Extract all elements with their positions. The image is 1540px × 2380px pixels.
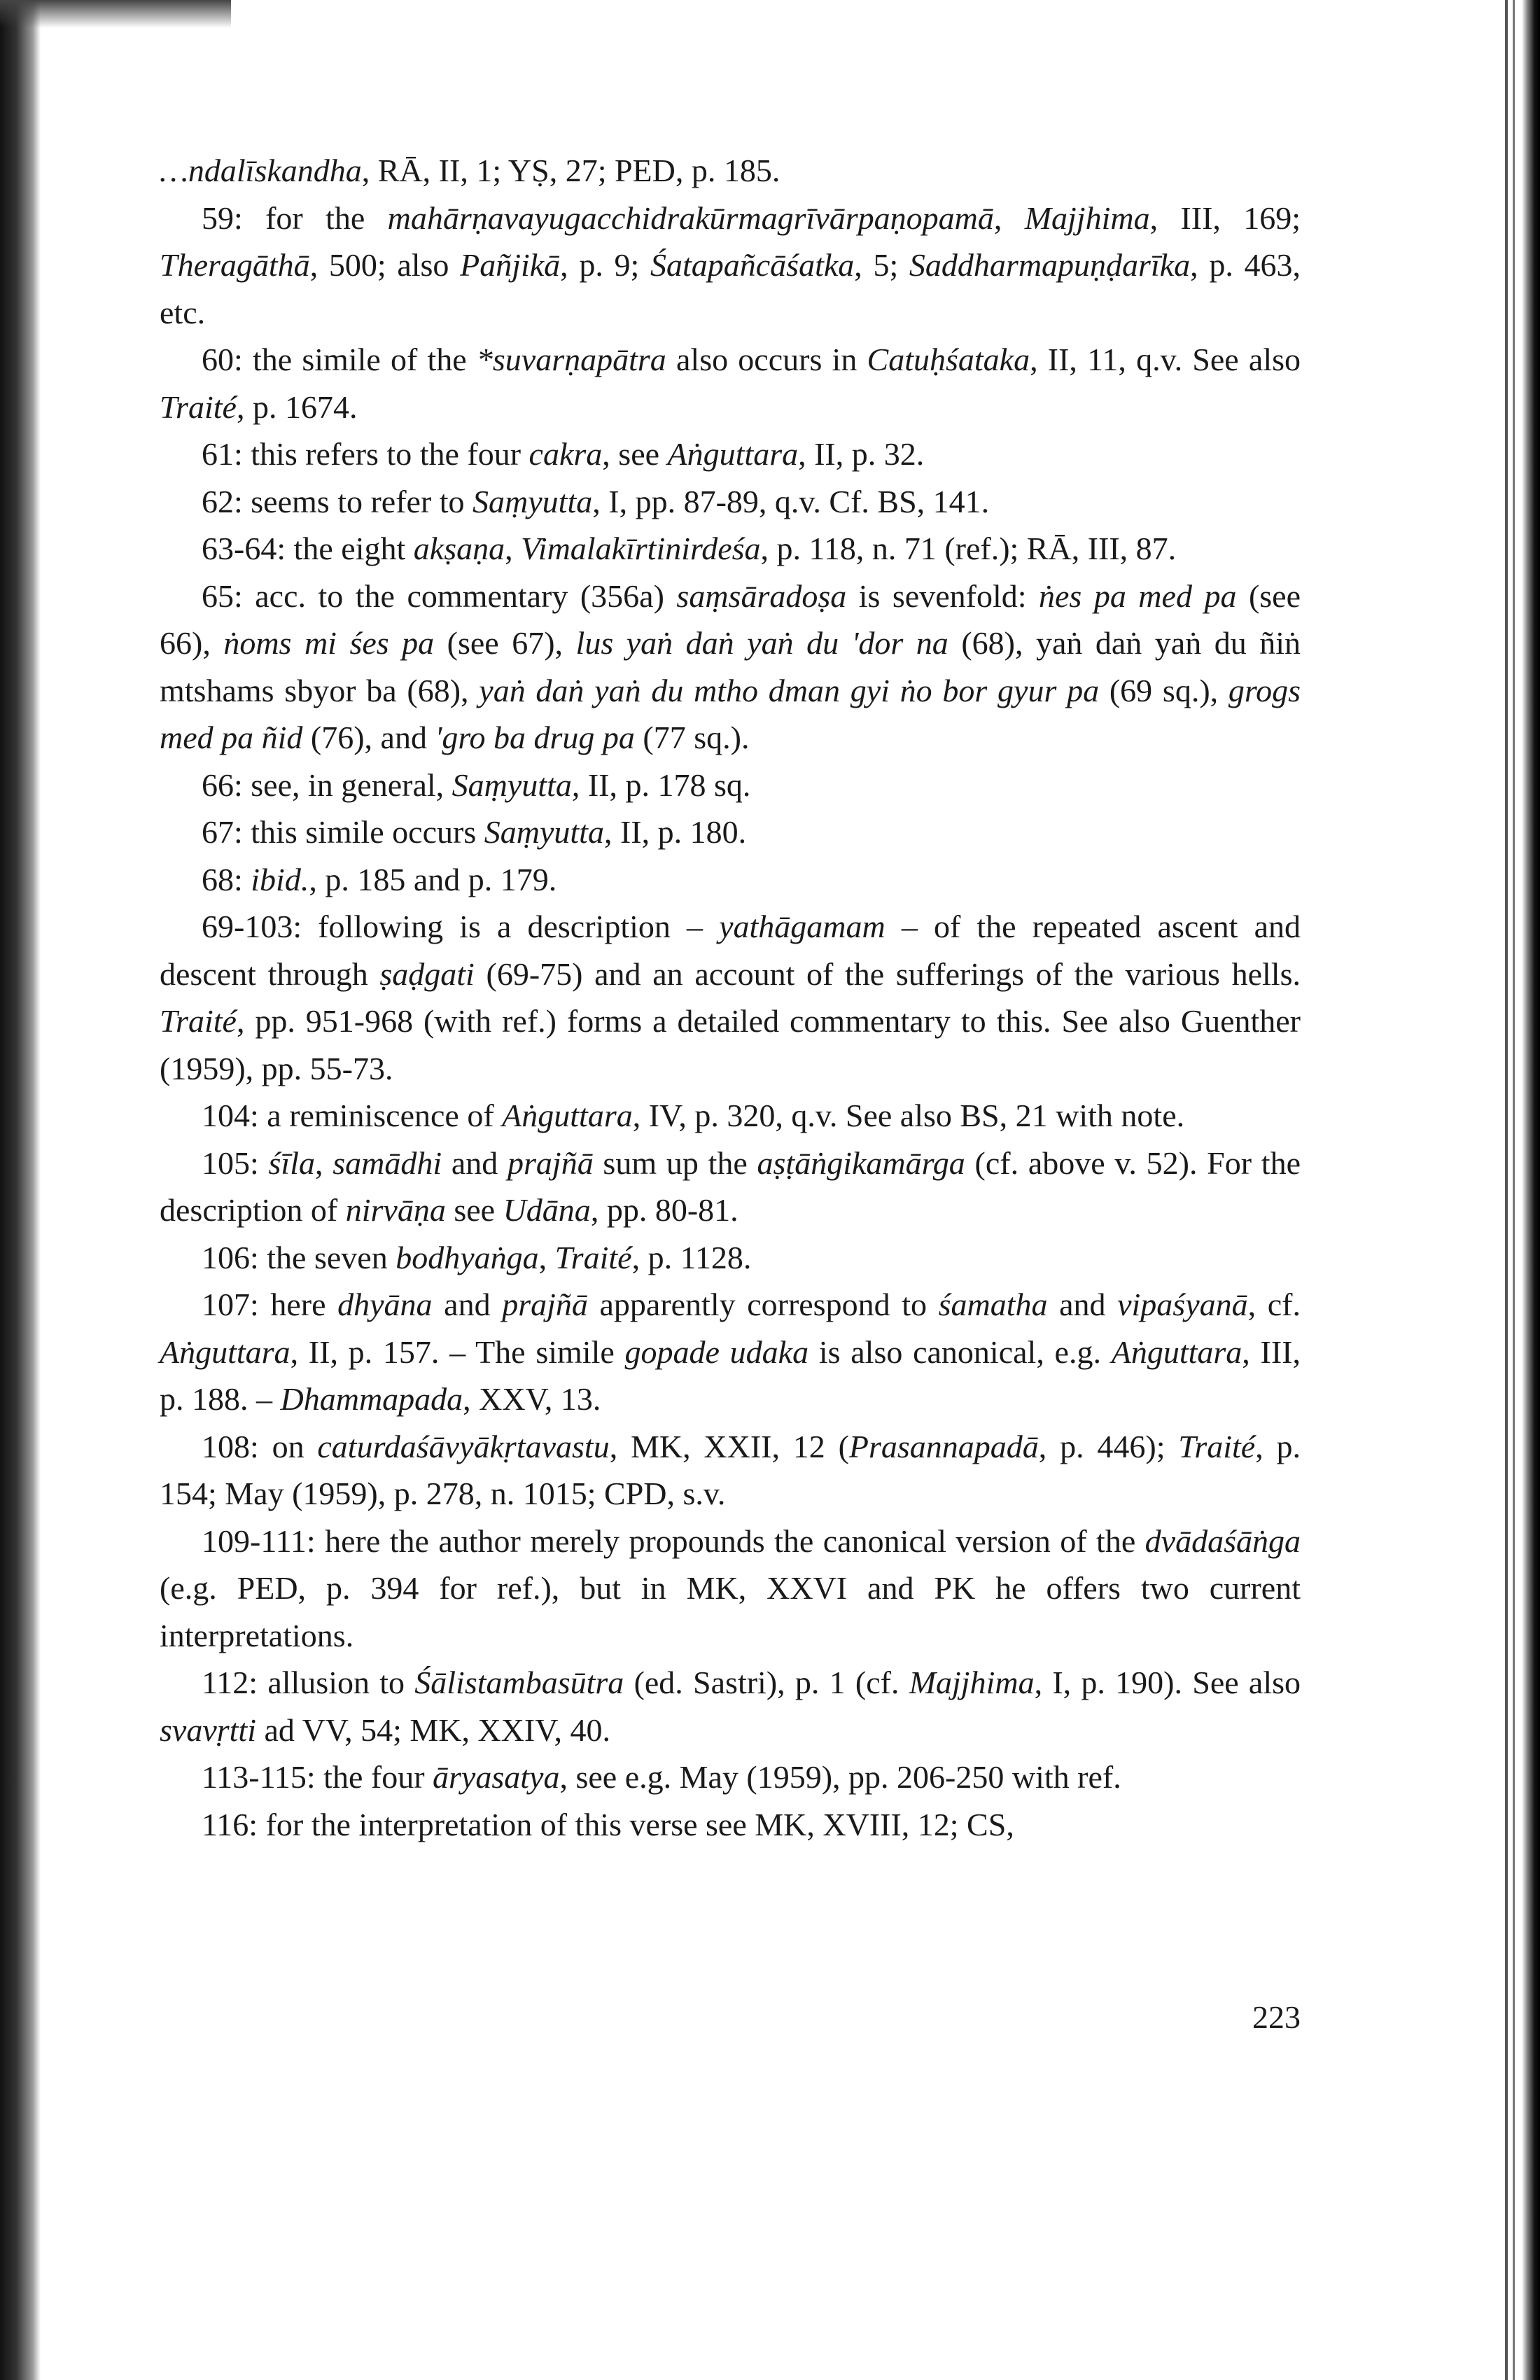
note-text: 116: for the interpretation of this verse see MK, XVIII, 12; CS, bbox=[202, 1806, 1014, 1842]
italic-term: Traité bbox=[554, 1239, 632, 1275]
note-text: 62: seems to refer to bbox=[202, 483, 473, 519]
endnote-105 bbox=[160, 1140, 1301, 1234]
note-text: (77 sq.). bbox=[634, 720, 750, 755]
endnote-113-115 bbox=[160, 1754, 1301, 1801]
note-text: (cf. above v. 52). For the description of bbox=[160, 1144, 1301, 1228]
note-text: , II, p. 157. – The simile bbox=[290, 1334, 625, 1370]
endnote-67 bbox=[160, 808, 1301, 856]
italic-term: Catuḥśataka bbox=[867, 342, 1030, 377]
note-text: , pp. 80-81. bbox=[590, 1192, 738, 1228]
italic-term: Theragāthā bbox=[160, 247, 310, 283]
endnote-63-64 bbox=[160, 525, 1301, 573]
italic-term: ṅes pa med pa bbox=[1039, 578, 1237, 614]
italic-term: Saṃyutta bbox=[451, 766, 572, 803]
italic-term: Dhammapada bbox=[280, 1381, 463, 1417]
note-text: , bbox=[505, 531, 522, 566]
italic-term: grogs med pa ñid bbox=[160, 672, 1301, 755]
note-text: 60: the simile of the bbox=[202, 342, 477, 377]
endnote-116 bbox=[160, 1801, 1301, 1849]
note-text: 65: acc. to the commentary (356a) bbox=[202, 578, 677, 614]
italic-term: svavṛtti bbox=[160, 1712, 256, 1748]
italic-term: dvādaśāṅga bbox=[1144, 1522, 1301, 1559]
italic-term: …ndalīskandha bbox=[160, 153, 362, 188]
italic-term: caturdaśāvyākṛtavastu bbox=[317, 1428, 610, 1464]
endnote-62 bbox=[160, 478, 1301, 526]
italic-term: ṅoms mi śes pa bbox=[223, 625, 435, 661]
page-number: 223 bbox=[1252, 1999, 1301, 2035]
italic-term: Vimalakīrtinirdeśa bbox=[521, 531, 761, 566]
italic-term: ibid. bbox=[251, 861, 309, 897]
note-text: 112: allusion to bbox=[202, 1665, 415, 1700]
italic-term: āryasatya bbox=[433, 1759, 560, 1795]
italic-term: Aṅguttara bbox=[667, 436, 799, 472]
endnote-68 bbox=[160, 856, 1301, 904]
note-text: , see e.g. May (1959), pp. 206-250 with ref. bbox=[559, 1759, 1121, 1795]
italic-term: saṃsāradoṣa bbox=[676, 578, 847, 614]
italic-term: Aṅguttara bbox=[1111, 1334, 1242, 1370]
note-text: , see bbox=[602, 436, 668, 472]
note-text: , p. 1674. bbox=[236, 388, 358, 425]
italic-term: Śālistambasūtra bbox=[414, 1665, 624, 1700]
note-text: 69-103: following is a description – bbox=[202, 909, 720, 944]
italic-term: Aṅguttara bbox=[160, 1334, 290, 1370]
italic-term: yathāgamam bbox=[719, 909, 886, 944]
italic-term: Saddharmapuṇḍarīka bbox=[909, 247, 1191, 283]
note-text: 106: the seven bbox=[202, 1239, 396, 1275]
scan-edge-left bbox=[0, 0, 41, 2380]
italic-term: bodhyaṅga bbox=[396, 1239, 539, 1275]
note-text: , bbox=[538, 1239, 555, 1275]
note-text: is sevenfold: bbox=[846, 578, 1040, 614]
italic-term: Traité bbox=[160, 1003, 237, 1039]
note-text: (76), and bbox=[302, 720, 435, 755]
italic-term: lus yaṅ daṅ yaṅ du 'dor na bbox=[575, 625, 948, 661]
italic-term: Pañjikā bbox=[460, 247, 561, 283]
italic-term: nirvāṇa bbox=[345, 1192, 446, 1228]
italic-term: prajñā bbox=[502, 1287, 588, 1322]
note-text: , I, p. 190). See also bbox=[1034, 1665, 1301, 1700]
note-text: , III, 169; bbox=[1149, 200, 1301, 236]
note-text: 108: on bbox=[202, 1428, 318, 1464]
note-text: , p. 463, etc. bbox=[160, 247, 1301, 330]
endnote-106 bbox=[160, 1234, 1301, 1282]
note-text: , bbox=[993, 200, 1025, 236]
note-text: , XXV, 13. bbox=[463, 1381, 601, 1417]
italic-term: ṣaḍgati bbox=[379, 955, 475, 992]
endnotes-text bbox=[160, 147, 1301, 1848]
note-text: 109-111: here the author merely propounds the canonical version of the bbox=[202, 1522, 1145, 1559]
endnote-104 bbox=[160, 1092, 1301, 1140]
note-text: apparently correspond to bbox=[587, 1287, 939, 1322]
note-text: (68), bbox=[396, 672, 479, 708]
note-text: , bbox=[314, 1144, 333, 1181]
note-text: , p. 154; May (1959), p. 278, n. 1015; CPD, s.v. bbox=[160, 1428, 1301, 1511]
italic-term: Saṃyutta bbox=[484, 814, 604, 850]
note-text: , 5; bbox=[854, 247, 909, 283]
endnote-69-103 bbox=[160, 903, 1301, 1092]
note-text: 107: here bbox=[202, 1287, 338, 1322]
italic-term: śīla bbox=[268, 1144, 315, 1181]
note-text: 59: for the bbox=[202, 200, 388, 236]
note-text: see bbox=[445, 1192, 503, 1228]
note-text: (e.g. PED, p. 394 for ref.), but in MK, XXVI and PK he offers two current interpretations. bbox=[160, 1570, 1301, 1653]
italic-term: śamatha bbox=[938, 1287, 1048, 1322]
italic-term: Traité bbox=[160, 388, 237, 425]
note-text: , III, p. 188. – bbox=[160, 1334, 1301, 1417]
endnote-109-111 bbox=[160, 1518, 1301, 1660]
note-text: 68: bbox=[202, 861, 251, 897]
endnote-61 bbox=[160, 430, 1301, 478]
note-text: ad VV, 54; MK, XXIV, 40. bbox=[255, 1712, 611, 1748]
italic-term: *suvarṇapātra bbox=[476, 342, 666, 377]
note-text: – of the repeated ascent and descent through bbox=[160, 909, 1301, 992]
italic-term: 'gro ba drug pa bbox=[435, 720, 635, 755]
italic-term: dhyāna bbox=[337, 1287, 433, 1322]
italic-term: Saṃyutta bbox=[472, 483, 593, 519]
note-text: also occurs in bbox=[666, 342, 867, 377]
note-text: , p. 446); bbox=[1038, 1428, 1179, 1464]
note-text: , p. 1128. bbox=[631, 1239, 752, 1275]
note-text: (see 67), bbox=[434, 625, 576, 661]
note-text: 66: see, in general, bbox=[202, 766, 452, 803]
endnote-65 bbox=[160, 573, 1301, 762]
note-text: , II, 11, q.v. See also bbox=[1030, 342, 1301, 377]
note-text: , pp. 951-968 (with ref.) forms a detailed commentary to this. See also Guenther (1959), pp. 55-73. bbox=[160, 1003, 1301, 1086]
note-text: (see 66), bbox=[160, 578, 1301, 661]
note-text: sum up the bbox=[593, 1144, 757, 1181]
scan-edge-line bbox=[1505, 0, 1508, 2380]
note-text: (68), yaṅ daṅ yaṅ du ñiṅ mtshams sbyor ba bbox=[160, 625, 1301, 708]
note-text: and bbox=[1047, 1287, 1118, 1322]
note-text: and bbox=[432, 1287, 503, 1322]
note-text: (69-75) and an account of the sufferings of the various hells. bbox=[474, 955, 1301, 992]
note-text: 113-115: the four bbox=[202, 1759, 433, 1795]
endnote-cont bbox=[160, 147, 1301, 195]
note-text: (69 sq.), bbox=[1099, 672, 1228, 708]
italic-term: Udāna bbox=[503, 1192, 591, 1228]
endnote-107 bbox=[160, 1281, 1301, 1423]
note-text: , II, p. 178 sq. bbox=[571, 766, 751, 803]
endnote-66 bbox=[160, 762, 1301, 809]
note-text: , 500; also bbox=[309, 247, 461, 283]
note-text: , I, pp. 87-89, q.v. Cf. BS, 141. bbox=[592, 483, 990, 519]
italic-term: Traité bbox=[1178, 1428, 1256, 1464]
scan-shadow-top bbox=[0, 0, 231, 28]
italic-term: akṣaṇa bbox=[413, 531, 505, 566]
note-text: , MK, XXII, 12 ( bbox=[609, 1428, 849, 1464]
italic-term: Aṅguttara bbox=[502, 1098, 633, 1133]
note-text: , p. 185 and p. 179. bbox=[309, 861, 557, 897]
scan-edge-right bbox=[1522, 0, 1540, 2380]
note-text: (ed. Sastri), p. 1 (cf. bbox=[624, 1665, 909, 1700]
note-text: 63-64: the eight bbox=[202, 531, 414, 566]
note-text: , II, p. 32. bbox=[798, 436, 925, 472]
note-text: and bbox=[442, 1144, 508, 1181]
note-text: , p. 118, n. 71 (ref.); RĀ, III, 87. bbox=[760, 531, 1177, 566]
note-text: , II, p. 180. bbox=[603, 814, 747, 850]
note-text: , IV, p. 320, q.v. See also BS, 21 with note. bbox=[632, 1098, 1185, 1133]
note-text: is also canonical, e.g. bbox=[808, 1334, 1112, 1370]
note-text: , p. 9; bbox=[560, 247, 650, 283]
italic-term: prajñā bbox=[507, 1144, 594, 1181]
note-text: 104: a reminiscence of bbox=[202, 1098, 503, 1133]
italic-term: mahārṇavayugacchidrakūrmagrīvārpaṇopamā bbox=[387, 200, 994, 236]
note-text: 61: this refers to the four bbox=[202, 436, 529, 472]
italic-term: Majjhima bbox=[909, 1665, 1035, 1700]
italic-term: gopade udaka bbox=[624, 1334, 809, 1370]
scan-edge-line-2 bbox=[1513, 0, 1515, 2380]
endnote-108 bbox=[160, 1423, 1301, 1518]
note-text: 105: bbox=[202, 1144, 269, 1181]
italic-term: yaṅ daṅ yaṅ du mtho dman gyi ṅo bor gyur pa bbox=[479, 672, 1100, 708]
note-text: , cf. bbox=[1247, 1287, 1301, 1322]
note-text: , RĀ, II, 1; YṢ, 27; PED, p. 185. bbox=[361, 153, 780, 188]
italic-term: Majjhima bbox=[1024, 200, 1150, 236]
endnote-59 bbox=[160, 195, 1301, 337]
italic-term: Śatapañcāśatka bbox=[650, 247, 855, 283]
italic-term: cakra bbox=[528, 436, 603, 472]
note-text: 67: this simile occurs bbox=[202, 814, 484, 850]
italic-term: Prasannapadā bbox=[848, 1428, 1039, 1464]
italic-term: vipaśyanā bbox=[1117, 1287, 1248, 1322]
italic-term: samādhi bbox=[332, 1144, 442, 1181]
endnote-60 bbox=[160, 336, 1301, 430]
italic-term: aṣṭāṅgikamārga bbox=[757, 1144, 965, 1181]
endnote-112 bbox=[160, 1659, 1301, 1754]
